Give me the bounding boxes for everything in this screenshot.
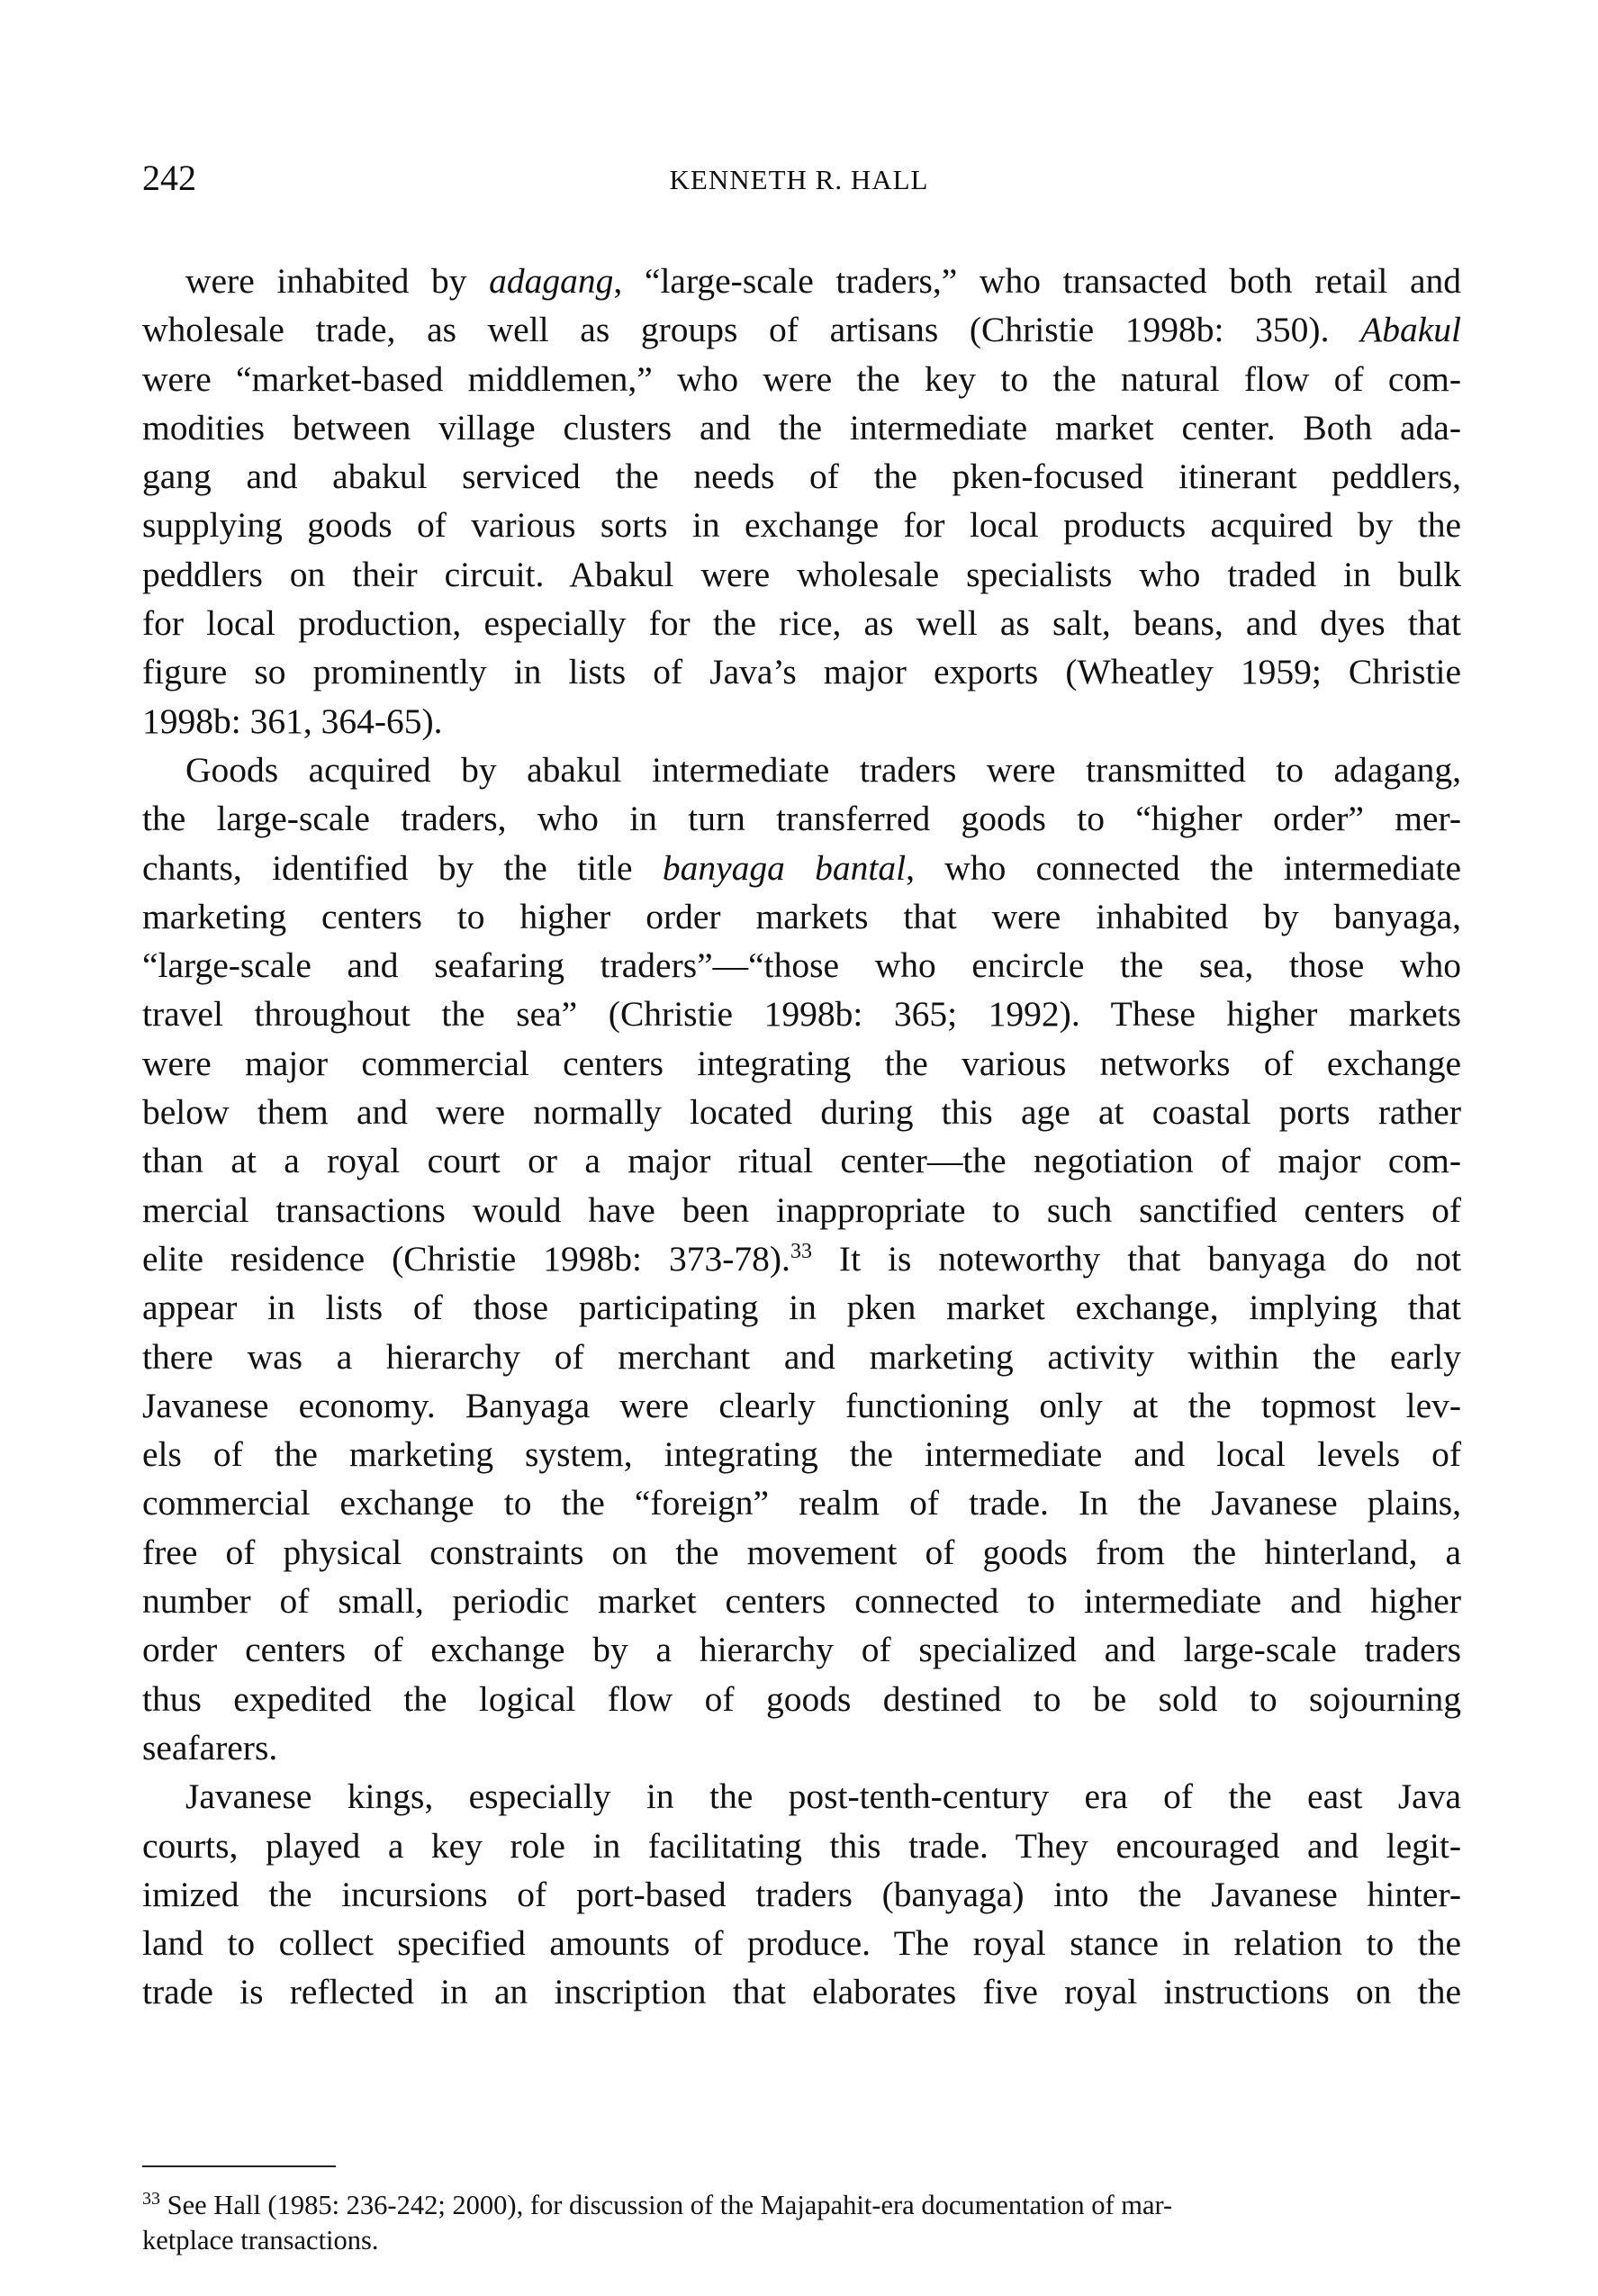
footnote-rule xyxy=(142,2165,336,2167)
text-segment: were inhabited by xyxy=(185,261,490,301)
text-segment: than at a royal court or a major ritual center—the negotiation of major com- xyxy=(142,1141,1461,1181)
paragraph xyxy=(142,746,1461,1772)
page-number: 242 xyxy=(142,158,196,198)
text-segment: Goods acquired by abakul intermediate traders were transmitted to adagang, xyxy=(185,749,1461,790)
text-segment: els of the marketing system, integrating the intermediate and local levels of xyxy=(142,1434,1461,1475)
text-line xyxy=(142,1136,1461,1185)
text-line xyxy=(142,1772,1461,1821)
text-line xyxy=(142,844,1461,892)
text-line xyxy=(142,1625,1461,1674)
text-segment: Javanese kings, especially in the post-tenth-century era of the east Java xyxy=(185,1776,1461,1817)
text-segment: commercial exchange to the “foreign” realm of trade. In the Javanese plains, xyxy=(142,1483,1461,1523)
text-segment: banyaga bantal xyxy=(662,847,907,888)
body-text xyxy=(142,257,1461,2017)
text-line xyxy=(142,355,1461,403)
text-line xyxy=(142,452,1461,501)
text-line xyxy=(142,746,1461,794)
text-segment: seafarers. xyxy=(142,1727,278,1767)
text-segment: were major commercial centers integrating the various networks of exchange xyxy=(142,1043,1461,1083)
text-line xyxy=(142,1919,1461,1967)
text-line xyxy=(142,1234,1461,1283)
text-line xyxy=(142,1039,1461,1088)
text-segment: , who connected the intermediate xyxy=(906,847,1461,888)
text-segment: “large-scale and seafaring traders”—“those who encircle the sea, those who xyxy=(142,945,1461,986)
text-line xyxy=(142,892,1461,941)
text-segment: order centers of exchange by a hierarchy of specialized and large-scale traders xyxy=(142,1630,1461,1670)
text-segment: number of small, periodic market centers connected to intermediate and higher xyxy=(142,1581,1461,1622)
text-segment: 1998b: 361, 364-65). xyxy=(142,701,443,741)
text-line xyxy=(142,1430,1461,1478)
text-line xyxy=(142,1333,1461,1381)
text-segment: were “market-based middlemen,” who were the key to the natural flow of com- xyxy=(142,358,1461,399)
text-line xyxy=(142,1528,1461,1577)
text-line xyxy=(142,1186,1461,1234)
text-line xyxy=(142,1478,1461,1527)
text-segment: wholesale trade, as well as groups of artisans (Christie 1998b: 350). xyxy=(142,310,1361,350)
text-segment: below them and were normally located during this age at coastal ports rather xyxy=(142,1092,1461,1133)
paragraph xyxy=(142,257,1461,746)
text-line xyxy=(142,1675,1461,1723)
text-line xyxy=(142,794,1461,843)
footnote-reference: 33 xyxy=(790,1239,812,1263)
text-segment: trade is reflected in an inscription that elaborates five royal instructions on the xyxy=(142,1972,1461,2012)
footnote-text-continued: ketplace transactions. xyxy=(142,2225,379,2255)
text-segment: the large-scale traders, who in turn transferred goods to “higher order” mer- xyxy=(142,799,1461,839)
text-line xyxy=(142,941,1461,990)
text-segment: chants, identified by the title xyxy=(142,847,663,888)
text-line xyxy=(142,1870,1461,1919)
text-segment: there was a hierarchy of merchant and marketing activity within the early xyxy=(142,1336,1461,1377)
text-segment: Javanese economy. Banyaga were clearly functioning only at the topmost lev- xyxy=(142,1385,1461,1425)
text-segment: mercial transactions would have been inappropriate to such sanctified centers of xyxy=(142,1189,1461,1230)
text-segment: land to collect specified amounts of produce. The royal stance in relation to the xyxy=(142,1923,1461,1964)
text-line xyxy=(142,501,1461,549)
text-segment: gang and abakul serviced the needs of the pken-focused itinerant peddlers, xyxy=(142,456,1461,497)
text-segment: travel throughout the sea” (Christie 1998b: 365; 1992). These higher markets xyxy=(142,994,1461,1035)
text-segment: appear in lists of those participating in pken market exchange, implying that xyxy=(142,1288,1461,1328)
text-segment: Abakul xyxy=(1360,310,1461,350)
text-line xyxy=(142,1577,1461,1625)
text-segment: figure so prominently in lists of Java’s major exports (Wheatley 1959; Christie xyxy=(142,652,1461,692)
text-line xyxy=(142,647,1461,696)
text-line xyxy=(142,990,1461,1038)
text-line xyxy=(142,697,1461,746)
text-line xyxy=(142,550,1461,599)
text-line xyxy=(142,1283,1461,1332)
text-line xyxy=(142,1381,1461,1430)
text-line xyxy=(142,1088,1461,1136)
footnote-number: 33 xyxy=(142,2188,160,2209)
text-segment: marketing centers to higher order markets that were inhabited by banyaga, xyxy=(142,896,1461,936)
running-head: KENNETH R. HALL xyxy=(669,164,929,195)
paragraph xyxy=(142,1772,1461,2016)
text-line xyxy=(142,1723,1461,1772)
text-segment: , “large-scale traders,” who transacted both retail and xyxy=(613,261,1462,301)
text-segment: free of physical constraints on the movement of goods from the hinterland, a xyxy=(142,1532,1461,1572)
text-line xyxy=(142,599,1461,647)
text-segment: imized the incursions of port-based traders (banyaga) into the Javanese hinter- xyxy=(142,1874,1461,1914)
text-segment: courts, played a key role in facilitating this trade. They encouraged and legit- xyxy=(142,1825,1461,1866)
footnote-text: See Hall (1985: 236-242; 2000), for discussion of the Majapahit-era documentation of mar- xyxy=(167,2190,1173,2220)
text-segment: adagang xyxy=(489,261,614,301)
footnote xyxy=(142,2188,1461,2258)
text-segment: peddlers on their circuit. Abakul were wholesale specialists who traded in bulk xyxy=(142,554,1461,594)
text-line xyxy=(142,1967,1461,2016)
text-segment: supplying goods of various sorts in exchange for local products acquired by the xyxy=(142,505,1461,546)
text-segment: thus expedited the logical flow of goods destined to be sold to sojourning xyxy=(142,1678,1461,1719)
text-line xyxy=(142,305,1461,354)
text-line xyxy=(142,1821,1461,1870)
text-segment: It is noteworthy that banyaga do not xyxy=(811,1238,1461,1279)
text-segment: modities between village clusters and the intermediate market center. Both ada- xyxy=(142,407,1461,447)
text-segment: for local production, especially for the rice, as well as salt, beans, and dyes that xyxy=(142,603,1461,644)
text-line xyxy=(142,403,1461,452)
text-segment: elite residence (Christie 1998b: 373-78). xyxy=(142,1238,790,1279)
text-line xyxy=(142,257,1461,305)
